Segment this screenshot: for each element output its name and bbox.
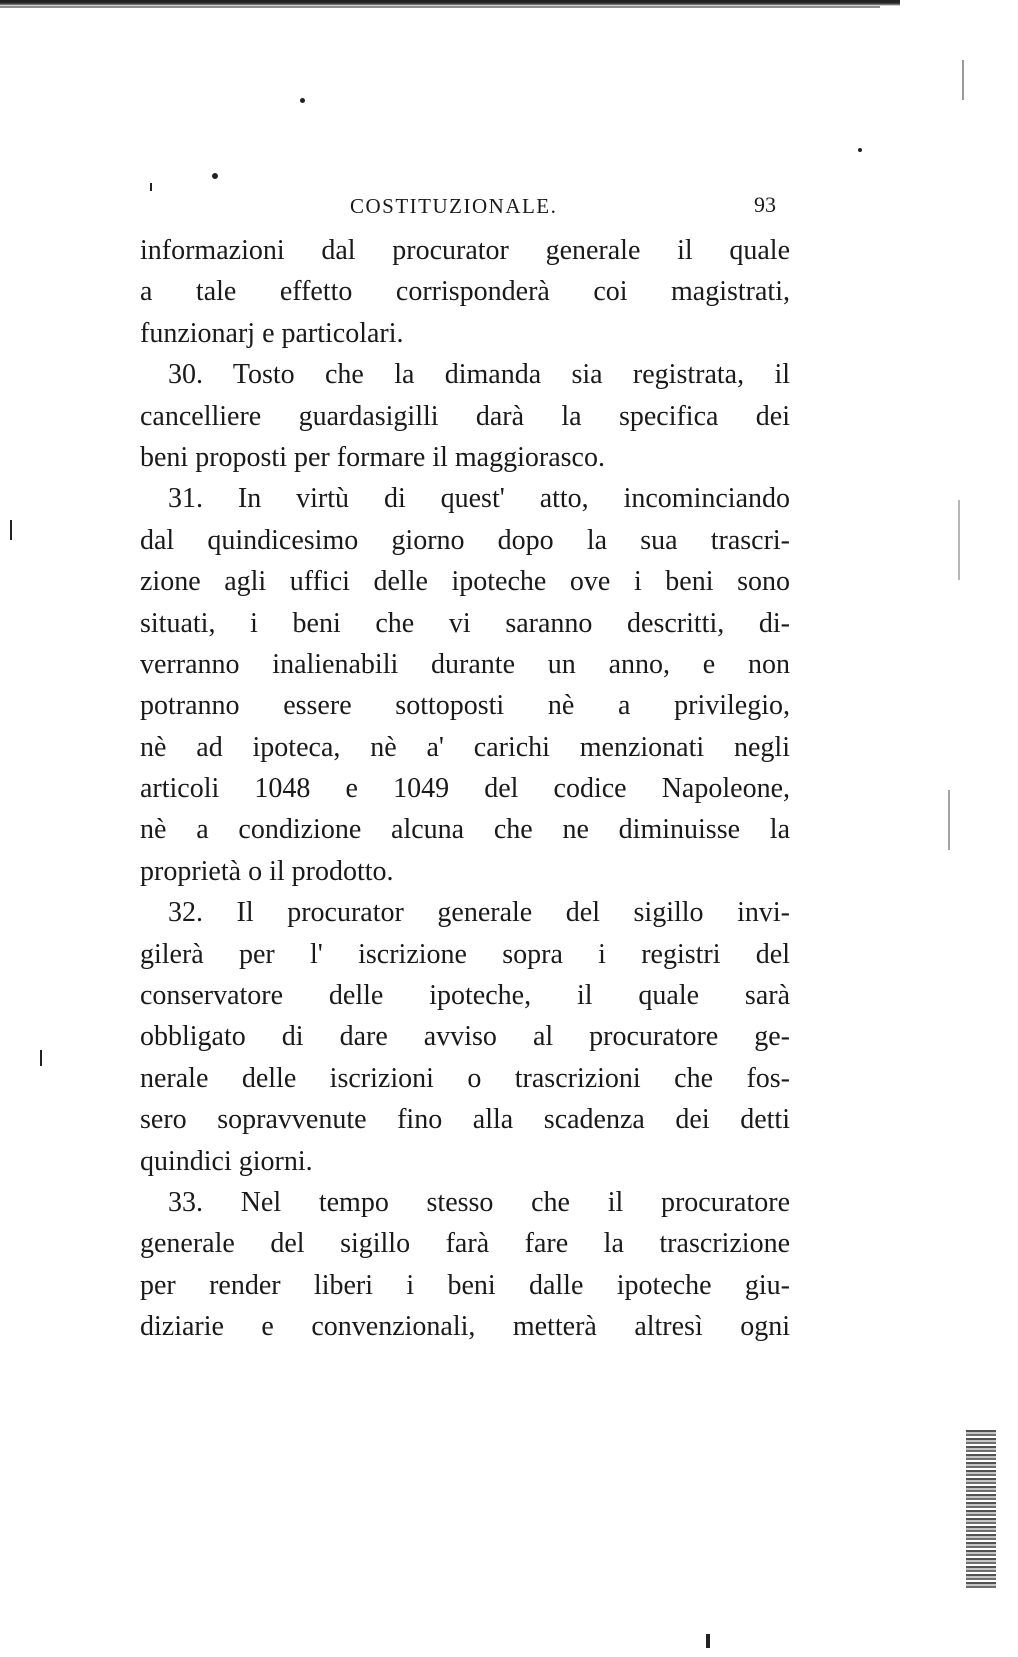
scan-edge-mark <box>958 500 960 580</box>
scan-speck <box>858 148 862 152</box>
scan-speck <box>706 1634 710 1648</box>
text-line: 31. In virtù di quest' atto, incominciando <box>168 483 790 515</box>
text-line: per render liberi i beni dalle ipoteche giu- <box>140 1269 790 1301</box>
book-page <box>140 194 830 1348</box>
text-line: situati, i beni che vi saranno descritti, di- <box>140 607 790 639</box>
text-line: verranno inalienabili durante un anno, e non <box>140 648 790 680</box>
running-title: COSTITUZIONALE. <box>350 194 558 218</box>
text-line: conservatore delle ipoteche, il quale sarà <box>140 980 790 1012</box>
text-line: nè ad ipoteca, nè a' carichi menzionati negli <box>140 731 790 763</box>
scan-edge-noise <box>966 1430 996 1590</box>
text-line: 33. Nel tempo stesso che il procuratore <box>168 1186 790 1218</box>
text-line: gilerà per l' iscrizione sopra i registri del <box>140 938 790 970</box>
body-text <box>140 230 830 1348</box>
text-line: articoli 1048 e 1049 del codice Napoleone, <box>140 773 790 805</box>
text-line: cancelliere guardasigilli darà la specifica dei <box>140 400 790 432</box>
text-line: a tale effetto corrisponderà coi magistrati, <box>140 276 790 308</box>
text-line: quindici giorni. <box>140 1145 313 1177</box>
scan-edge-mark <box>962 60 964 100</box>
scan-speck <box>300 98 305 103</box>
scan-speck <box>212 173 218 179</box>
page-number: 93 <box>754 192 776 217</box>
text-line: zione agli uffici delle ipoteche ove i beni sono <box>140 566 790 598</box>
scan-speck <box>10 520 12 540</box>
text-line: proprietà o il prodotto. <box>140 855 394 887</box>
scan-edge-mark <box>948 790 950 850</box>
text-line: nè a condizione alcuna che ne diminuisse la <box>140 814 790 846</box>
text-line: dal quindicesimo giorno dopo la sua trascri- <box>140 524 790 556</box>
scan-speck <box>150 183 152 191</box>
text-line: 30. Tosto che la dimanda sia registrata, il <box>168 359 790 391</box>
running-head <box>140 194 830 230</box>
text-line: funzionarj e particolari. <box>140 317 404 349</box>
scan-speck <box>40 1050 42 1066</box>
text-line: generale del sigillo farà fare la trascrizione <box>140 1228 790 1260</box>
text-line: 32. Il procurator generale del sigillo invi- <box>168 897 790 929</box>
text-line: sero sopravvenute fino alla scadenza dei detti <box>140 1104 790 1136</box>
text-line: diziarie e convenzionali, metterà altresì ogni <box>140 1311 790 1343</box>
text-line: nerale delle iscrizioni o trascrizioni che fos- <box>140 1062 790 1094</box>
text-line: potranno essere sottoposti nè a privilegio, <box>140 690 790 722</box>
text-line: beni proposti per formare il maggiorasco. <box>140 441 605 473</box>
text-line: obbligato di dare avviso al procuratore ge- <box>140 1021 790 1053</box>
top-edge-rule-thin <box>0 6 880 8</box>
text-line: informazioni dal procurator generale il quale <box>140 235 790 266</box>
